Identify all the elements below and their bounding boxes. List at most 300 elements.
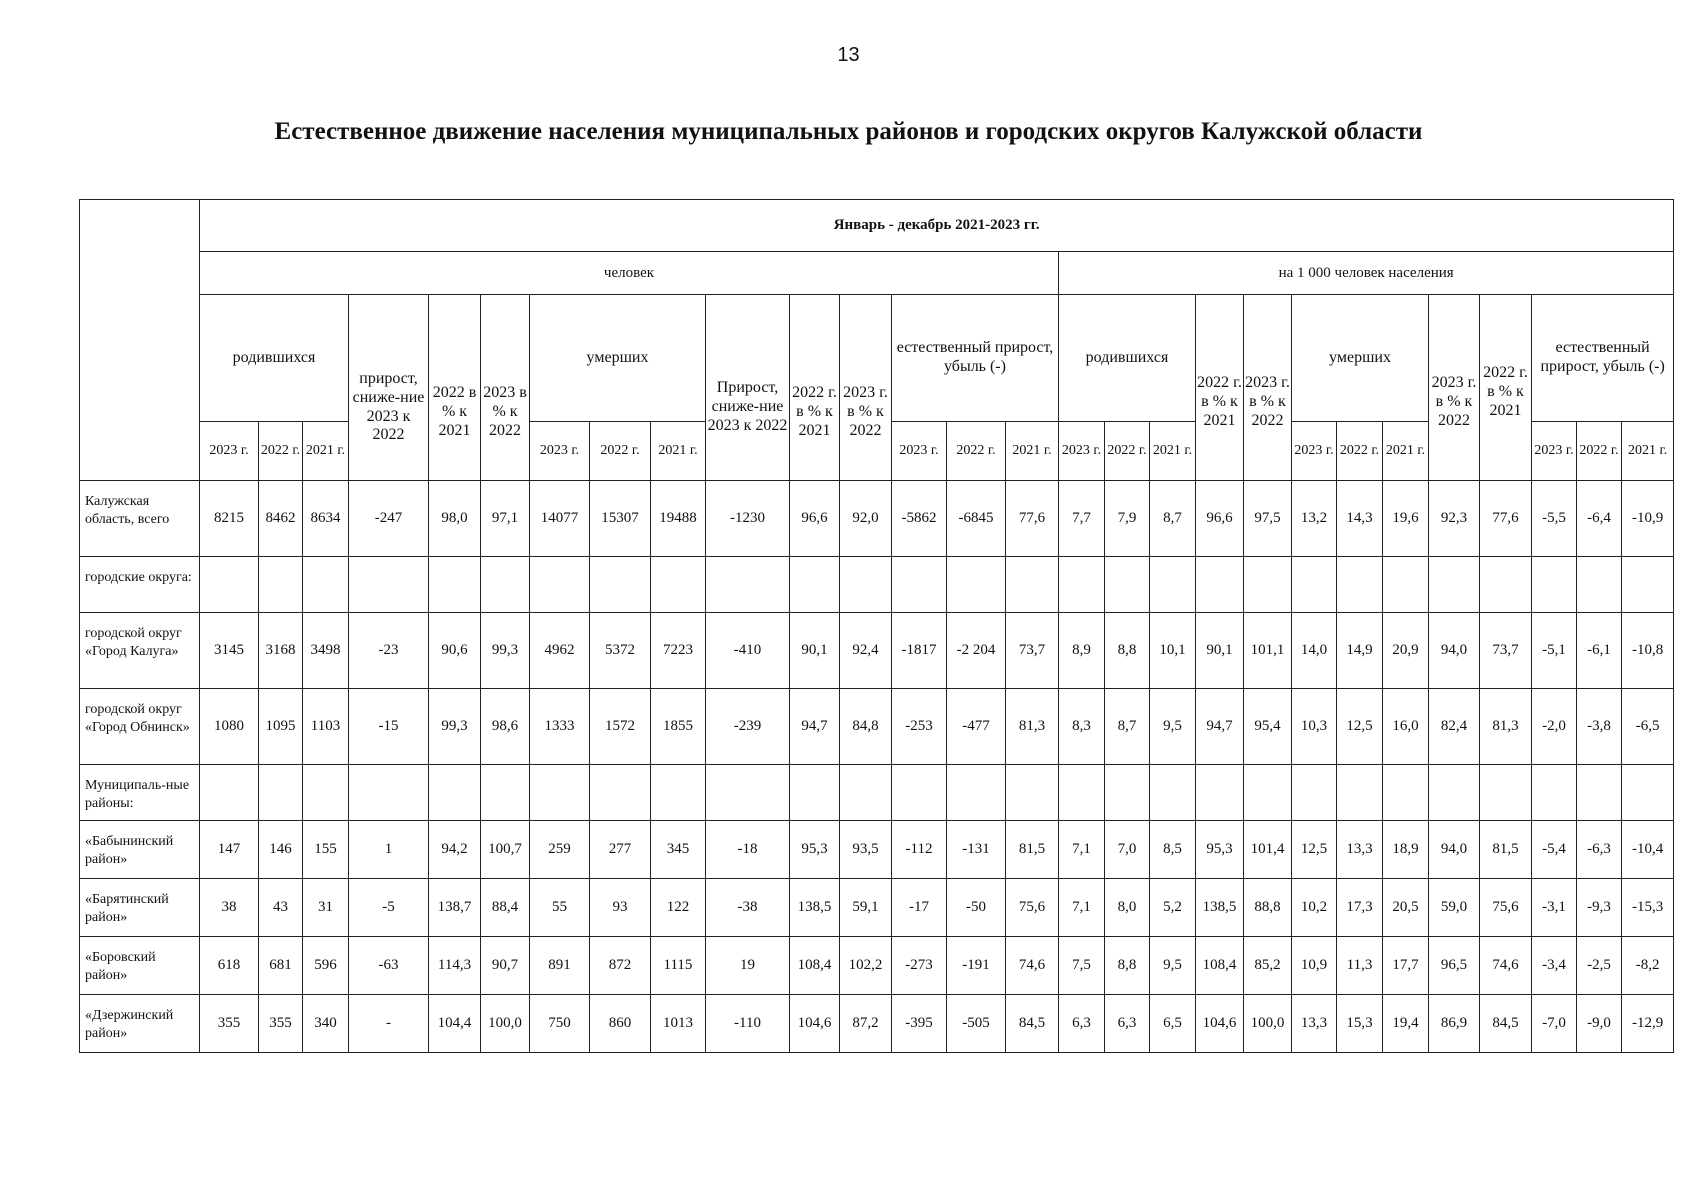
table-cell: 147 (200, 821, 259, 879)
table-cell: 100,0 (1244, 995, 1292, 1053)
table-cell: 138,5 (1196, 879, 1244, 937)
table-cell: 90,7 (481, 937, 530, 995)
table-cell: 7,0 (1105, 821, 1150, 879)
natural-2023-header: 2023 г. (892, 422, 947, 481)
table-cell: 1080 (200, 689, 259, 765)
natural-2022-header: 2022 г. (947, 422, 1006, 481)
table-cell: -1817 (892, 613, 947, 689)
table-cell: -505 (947, 995, 1006, 1053)
rate-births-header: родившихся (1059, 295, 1196, 422)
table-cell: 98,6 (481, 689, 530, 765)
table-cell: - (349, 995, 429, 1053)
table-cell: 5372 (590, 613, 651, 689)
table-cell: 8,9 (1059, 613, 1105, 689)
table-cell: 104,6 (1196, 995, 1244, 1053)
table-cell: 8634 (303, 481, 349, 557)
table-cell: 98,0 (429, 481, 481, 557)
table-cell: 355 (259, 995, 303, 1053)
table-cell (1429, 765, 1480, 821)
row-name: «Боровский район» (80, 937, 200, 995)
table-cell (651, 557, 706, 613)
table-cell: 92,4 (840, 613, 892, 689)
table-cell: 7,7 (1059, 481, 1105, 557)
table-cell (200, 765, 259, 821)
table-cell (1196, 765, 1244, 821)
table-cell: -38 (706, 879, 790, 937)
rate-births-2022-header: 2022 г. (1105, 422, 1150, 481)
table-cell: -50 (947, 879, 1006, 937)
table-cell: 891 (530, 937, 590, 995)
table-cell: 88,4 (481, 879, 530, 937)
table-row (80, 879, 1674, 937)
table-cell (590, 765, 651, 821)
row-name: «Бабынинский район» (80, 821, 200, 879)
table-cell: 10,1 (1150, 613, 1196, 689)
table-cell: -5 (349, 879, 429, 937)
table-cell: 94,7 (1196, 689, 1244, 765)
table-cell (840, 557, 892, 613)
table-cell: -3,1 (1532, 879, 1577, 937)
table-cell: 38 (200, 879, 259, 937)
table-cell (1532, 557, 1577, 613)
table-cell: -239 (706, 689, 790, 765)
deaths-2022-header: 2022 г. (590, 422, 651, 481)
table-cell: 14,0 (1292, 613, 1337, 689)
table-cell: 1115 (651, 937, 706, 995)
table-cell (429, 557, 481, 613)
table-cell: -10,9 (1622, 481, 1674, 557)
population-table (79, 199, 1674, 1053)
table-cell (1105, 765, 1150, 821)
table-cell (429, 765, 481, 821)
table-cell: 19488 (651, 481, 706, 557)
table-cell (590, 557, 651, 613)
table-cell (1006, 765, 1059, 821)
table-cell: 97,5 (1244, 481, 1292, 557)
table-cell: 872 (590, 937, 651, 995)
table-cell: 19,4 (1383, 995, 1429, 1053)
table-cell: 96,6 (790, 481, 840, 557)
table-cell: 8,7 (1105, 689, 1150, 765)
table-cell (1059, 765, 1105, 821)
table-cell (1532, 765, 1577, 821)
deaths-pct-2022-2021-header: 2022 г. в % к 2021 (790, 295, 840, 481)
table-cell: -5862 (892, 481, 947, 557)
table-cell: 73,7 (1006, 613, 1059, 689)
table-cell: -273 (892, 937, 947, 995)
table-cell: 81,3 (1006, 689, 1059, 765)
table-cell: 750 (530, 995, 590, 1053)
table-cell: 95,3 (1196, 821, 1244, 879)
table-cell: 93,5 (840, 821, 892, 879)
rate-deaths-2023-header: 2023 г. (1292, 422, 1337, 481)
table-cell: 12,5 (1337, 689, 1383, 765)
table-cell: 3145 (200, 613, 259, 689)
deaths-change-header: Прирост, сниже-ние 2023 к 2022 (706, 295, 790, 481)
table-cell: 82,4 (1429, 689, 1480, 765)
table-cell (259, 557, 303, 613)
table-cell: -6,3 (1577, 821, 1622, 879)
table-cell: -5,1 (1532, 613, 1577, 689)
row-name: Калужская область, всего (80, 481, 200, 557)
table-cell: 84,5 (1006, 995, 1059, 1053)
table-cell: 15307 (590, 481, 651, 557)
table-cell: 17,7 (1383, 937, 1429, 995)
table-cell (1622, 557, 1674, 613)
table-cell: -5,5 (1532, 481, 1577, 557)
table-cell: -6,1 (1577, 613, 1622, 689)
table-row (80, 689, 1674, 765)
table-cell: 13,3 (1337, 821, 1383, 879)
table-cell: 9,5 (1150, 689, 1196, 765)
table-cell: 14,9 (1337, 613, 1383, 689)
table-cell (790, 765, 840, 821)
table-cell: 100,0 (481, 995, 530, 1053)
table-cell: -15 (349, 689, 429, 765)
table-cell: -410 (706, 613, 790, 689)
table-cell: 259 (530, 821, 590, 879)
table-cell: 6,3 (1059, 995, 1105, 1053)
table-cell: -23 (349, 613, 429, 689)
table-row (80, 765, 1674, 821)
table-cell: 94,7 (790, 689, 840, 765)
table-cell: 114,3 (429, 937, 481, 995)
table-cell: 340 (303, 995, 349, 1053)
table-row (80, 937, 1674, 995)
table-cell: 19,6 (1383, 481, 1429, 557)
table-cell (1337, 557, 1383, 613)
table-cell: 20,9 (1383, 613, 1429, 689)
table-cell: 95,3 (790, 821, 840, 879)
table-cell: 8,3 (1059, 689, 1105, 765)
corner-cell (80, 200, 200, 481)
table-cell: -15,3 (1622, 879, 1674, 937)
table-cell: -6,4 (1577, 481, 1622, 557)
table-cell: -112 (892, 821, 947, 879)
table-cell: 11,3 (1337, 937, 1383, 995)
table-cell (259, 765, 303, 821)
table-cell: 1095 (259, 689, 303, 765)
page-title: Естественное движение населения муниципальных районов и городских округов Калужской области (274, 118, 1423, 145)
table-cell (1480, 557, 1532, 613)
table-cell: 94,0 (1429, 613, 1480, 689)
table-cell (1577, 557, 1622, 613)
table-cell: 10,9 (1292, 937, 1337, 995)
unit-persons-header: человек (200, 252, 1059, 295)
table-cell: 100,7 (481, 821, 530, 879)
rate-births-2023-header: 2023 г. (1059, 422, 1105, 481)
table-cell: 90,1 (1196, 613, 1244, 689)
table-cell: 7,1 (1059, 821, 1105, 879)
table-cell: 104,6 (790, 995, 840, 1053)
table-cell: -110 (706, 995, 790, 1053)
table-cell: 104,4 (429, 995, 481, 1053)
table-cell: -477 (947, 689, 1006, 765)
table-cell: 277 (590, 821, 651, 879)
table-cell: 75,6 (1006, 879, 1059, 937)
row-name: городской округ «Город Калуга» (80, 613, 200, 689)
rate-natural-2022-header: 2022 г. (1577, 422, 1622, 481)
table-cell: 74,6 (1006, 937, 1059, 995)
row-name: «Барятинский район» (80, 879, 200, 937)
row-name: городские округа: (80, 557, 200, 613)
table-cell: 101,4 (1244, 821, 1292, 879)
table-cell: -9,0 (1577, 995, 1622, 1053)
births-2021-header: 2021 г. (303, 422, 349, 481)
table-cell: 3168 (259, 613, 303, 689)
table-cell: 1572 (590, 689, 651, 765)
table-cell: -191 (947, 937, 1006, 995)
table-cell: 8,7 (1150, 481, 1196, 557)
table-cell (303, 765, 349, 821)
table-cell: 43 (259, 879, 303, 937)
page-number: 13 (837, 44, 860, 66)
table-cell: 92,0 (840, 481, 892, 557)
table-cell: -18 (706, 821, 790, 879)
rate-natural-increase-header: естественный прирост, убыль (-) (1532, 295, 1674, 422)
table-cell (1150, 557, 1196, 613)
table-cell: 102,2 (840, 937, 892, 995)
table-cell: 1333 (530, 689, 590, 765)
table-cell: 138,5 (790, 879, 840, 937)
table-row (80, 557, 1674, 613)
table-cell: 81,5 (1480, 821, 1532, 879)
table-cell: -247 (349, 481, 429, 557)
table-cell: 18,9 (1383, 821, 1429, 879)
row-name: Муниципаль-ные районы: (80, 765, 200, 821)
table-cell: 93 (590, 879, 651, 937)
table-cell: 860 (590, 995, 651, 1053)
table-cell: 7,5 (1059, 937, 1105, 995)
deaths-2023-header: 2023 г. (530, 422, 590, 481)
table-cell: 88,8 (1244, 879, 1292, 937)
rate-natural-2023-header: 2023 г. (1532, 422, 1577, 481)
table-cell: 101,1 (1244, 613, 1292, 689)
table-cell: 81,3 (1480, 689, 1532, 765)
table-cell: -63 (349, 937, 429, 995)
table-cell: 73,7 (1480, 613, 1532, 689)
row-name: городской округ «Город Обнинск» (80, 689, 200, 765)
table-cell: 77,6 (1006, 481, 1059, 557)
table-cell (303, 557, 349, 613)
rate-deaths-pct-2023-2022-header: 2023 г. в % к 2022 (1429, 295, 1480, 481)
births-pct-2022-2021-header: 2022 в % к 2021 (429, 295, 481, 481)
rate-births-pct-2022-2021-header: 2022 г. в % к 2021 (1196, 295, 1244, 481)
table-cell: 122 (651, 879, 706, 937)
table-cell: 55 (530, 879, 590, 937)
table-cell: 14,3 (1337, 481, 1383, 557)
table-cell: -3,4 (1532, 937, 1577, 995)
table-cell: 16,0 (1383, 689, 1429, 765)
table-cell: -10,4 (1622, 821, 1674, 879)
rate-deaths-2021-header: 2021 г. (1383, 422, 1429, 481)
table-cell: -2 204 (947, 613, 1006, 689)
table-cell: 355 (200, 995, 259, 1053)
table-cell (1383, 765, 1429, 821)
natural-2021-header: 2021 г. (1006, 422, 1059, 481)
table-cell: 19 (706, 937, 790, 995)
table-cell (1429, 557, 1480, 613)
table-cell (1292, 765, 1337, 821)
table-cell: 146 (259, 821, 303, 879)
table-cell: 86,9 (1429, 995, 1480, 1053)
table-cell: 84,5 (1480, 995, 1532, 1053)
table-cell (1622, 765, 1674, 821)
table-cell: -6845 (947, 481, 1006, 557)
table-cell: 8,8 (1105, 937, 1150, 995)
table-cell: 5,2 (1150, 879, 1196, 937)
table-cell: 138,7 (429, 879, 481, 937)
table-cell: -5,4 (1532, 821, 1577, 879)
table-cell: 1855 (651, 689, 706, 765)
table-cell: -2,5 (1577, 937, 1622, 995)
table-cell: 681 (259, 937, 303, 995)
table-cell: 94,0 (1429, 821, 1480, 879)
table-cell (1244, 765, 1292, 821)
table-cell (481, 557, 530, 613)
period-header: Январь - декабрь 2021-2023 гг. (200, 200, 1674, 252)
table-cell: 6,5 (1150, 995, 1196, 1053)
births-header: родившихся (200, 295, 349, 422)
table-cell: 99,3 (429, 689, 481, 765)
rate-deaths-2022-header: 2022 г. (1337, 422, 1383, 481)
table-cell (1105, 557, 1150, 613)
table-cell (530, 557, 590, 613)
rate-deaths-header: умерших (1292, 295, 1429, 422)
table-body (80, 481, 1674, 1053)
table-cell: 7223 (651, 613, 706, 689)
table-cell (892, 557, 947, 613)
table-cell: 8462 (259, 481, 303, 557)
table-cell: 8,5 (1150, 821, 1196, 879)
table-cell: 13,3 (1292, 995, 1337, 1053)
table-cell: 14077 (530, 481, 590, 557)
table-cell: 99,3 (481, 613, 530, 689)
table-cell (530, 765, 590, 821)
table-cell: 12,5 (1292, 821, 1337, 879)
table-cell: 59,1 (840, 879, 892, 937)
table-cell: 74,6 (1480, 937, 1532, 995)
table-cell: 8,8 (1105, 613, 1150, 689)
table-cell: 17,3 (1337, 879, 1383, 937)
table-cell: 10,2 (1292, 879, 1337, 937)
table-cell: 97,1 (481, 481, 530, 557)
rate-deaths-pct-2022-2021-header: 2022 г. в % к 2021 (1480, 295, 1532, 481)
table-cell (1196, 557, 1244, 613)
table-cell: -1230 (706, 481, 790, 557)
table-cell (1577, 765, 1622, 821)
table-cell (840, 765, 892, 821)
births-pct-2023-2022-header: 2023 в % к 2022 (481, 295, 530, 481)
table-cell: 59,0 (1429, 879, 1480, 937)
rate-natural-2021-header: 2021 г. (1622, 422, 1674, 481)
table-cell: -10,8 (1622, 613, 1674, 689)
table-row (80, 613, 1674, 689)
table-cell: -3,8 (1577, 689, 1622, 765)
table-cell: 87,2 (840, 995, 892, 1053)
table-cell (1480, 765, 1532, 821)
table-cell (349, 557, 429, 613)
table-cell (651, 765, 706, 821)
table-cell: 1013 (651, 995, 706, 1053)
table-cell: 84,8 (840, 689, 892, 765)
table-cell: 7,1 (1059, 879, 1105, 937)
table-cell: 31 (303, 879, 349, 937)
table-cell: 6,3 (1105, 995, 1150, 1053)
table-cell: 90,6 (429, 613, 481, 689)
table-cell: 85,2 (1244, 937, 1292, 995)
table-cell: 596 (303, 937, 349, 995)
table-row (80, 995, 1674, 1053)
table-cell (706, 557, 790, 613)
table-cell: 81,5 (1006, 821, 1059, 879)
births-2022-header: 2022 г. (259, 422, 303, 481)
table-cell (481, 765, 530, 821)
table-cell (947, 765, 1006, 821)
table-cell: 95,4 (1244, 689, 1292, 765)
table-cell: 7,9 (1105, 481, 1150, 557)
table-cell: 8215 (200, 481, 259, 557)
table-cell: 155 (303, 821, 349, 879)
table-cell (892, 765, 947, 821)
table-cell (1244, 557, 1292, 613)
table-cell: 20,5 (1383, 879, 1429, 937)
table-cell: -6,5 (1622, 689, 1674, 765)
row-name: «Дзержинский район» (80, 995, 200, 1053)
table-cell: -395 (892, 995, 947, 1053)
table-cell (947, 557, 1006, 613)
table-cell (1292, 557, 1337, 613)
table-cell: -9,3 (1577, 879, 1622, 937)
table-cell: 108,4 (790, 937, 840, 995)
natural-increase-header: естественный прирост, убыль (-) (892, 295, 1059, 422)
table-cell: 1 (349, 821, 429, 879)
table-cell: 1103 (303, 689, 349, 765)
table-cell: 4962 (530, 613, 590, 689)
table-cell (1150, 765, 1196, 821)
table-cell: -8,2 (1622, 937, 1674, 995)
table-cell (790, 557, 840, 613)
table-cell: 94,2 (429, 821, 481, 879)
deaths-pct-2023-2022-header: 2023 г. в % к 2022 (840, 295, 892, 481)
table-cell: 8,0 (1105, 879, 1150, 937)
deaths-2021-header: 2021 г. (651, 422, 706, 481)
table-row (80, 481, 1674, 557)
table-cell: 96,5 (1429, 937, 1480, 995)
table-cell: -2,0 (1532, 689, 1577, 765)
table-cell: -12,9 (1622, 995, 1674, 1053)
table-cell (1337, 765, 1383, 821)
table-cell: 3498 (303, 613, 349, 689)
table-cell: 618 (200, 937, 259, 995)
births-change-header: прирост, сниже-ние 2023 к 2022 (349, 295, 429, 481)
table-cell (1006, 557, 1059, 613)
unit-per-1000-header: на 1 000 человек населения (1059, 252, 1674, 295)
table-cell: 90,1 (790, 613, 840, 689)
table-row (80, 821, 1674, 879)
table-cell (200, 557, 259, 613)
rate-births-2021-header: 2021 г. (1150, 422, 1196, 481)
table-cell: 13,2 (1292, 481, 1337, 557)
table-cell: -7,0 (1532, 995, 1577, 1053)
rate-births-pct-2023-2022-header: 2023 г. в % к 2022 (1244, 295, 1292, 481)
table-cell: -131 (947, 821, 1006, 879)
table-cell: 77,6 (1480, 481, 1532, 557)
births-2023-header: 2023 г. (200, 422, 259, 481)
table-cell: 10,3 (1292, 689, 1337, 765)
table-cell: 15,3 (1337, 995, 1383, 1053)
table-cell: -17 (892, 879, 947, 937)
